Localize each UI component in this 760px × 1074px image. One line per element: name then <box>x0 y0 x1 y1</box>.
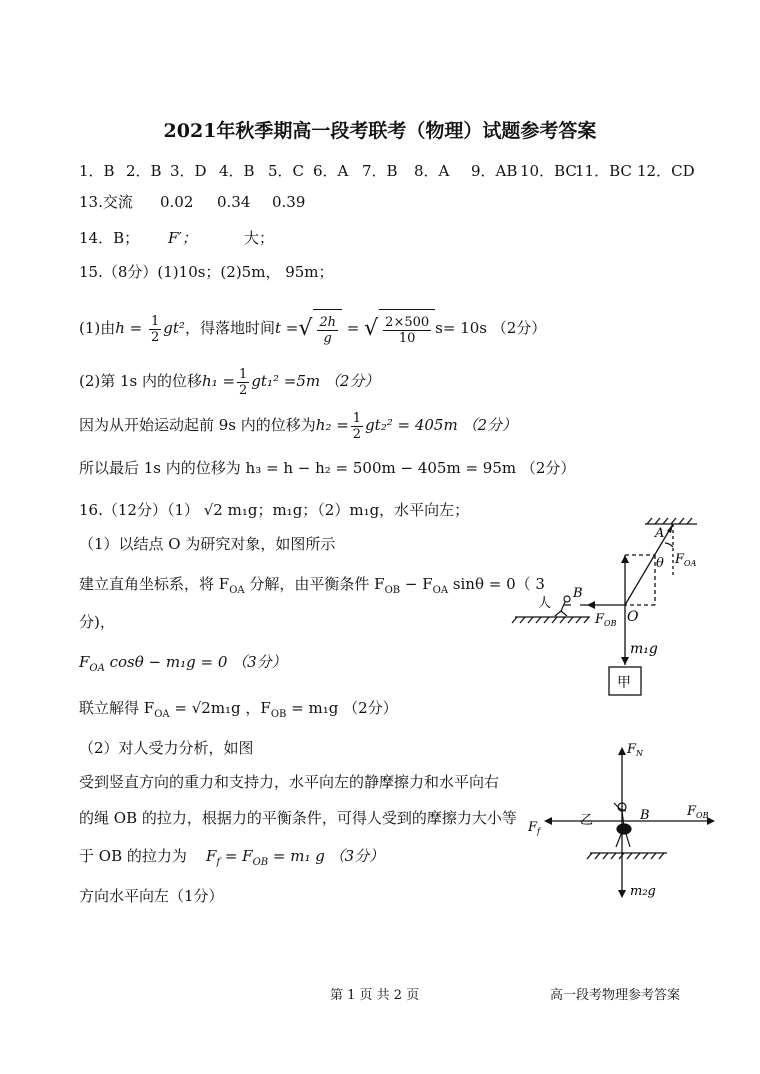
ground-hatch <box>587 853 664 859</box>
choice-letter: BC <box>554 162 577 180</box>
choice-number: 3． <box>170 162 195 180</box>
sub: OA <box>432 585 449 596</box>
q13-value-3: 0.39 <box>272 193 306 211</box>
choice-answer <box>414 160 449 181</box>
frac-num: 1 <box>151 313 160 329</box>
fraction-2x500-10 <box>383 315 431 346</box>
choice-letter: B <box>243 162 255 180</box>
q14-value-1: F′； <box>168 229 197 247</box>
sub: f <box>216 857 221 868</box>
text: = m₁g （2分） <box>286 699 398 717</box>
choice-answer <box>637 160 695 181</box>
footer-page-number: 第 1 页 共 2 页 <box>330 988 420 1003</box>
frac-num: 1 <box>352 410 362 426</box>
label-fn <box>626 742 644 758</box>
choice-letter: BC <box>609 162 632 180</box>
q15-l2-eq: h₁ = <box>202 372 236 390</box>
label-jia: 甲 <box>617 675 631 691</box>
q15-l2-pre: (2)第 1s 内的位移 <box>79 372 203 390</box>
choice-answer <box>471 160 517 181</box>
figure2-arrowheads <box>544 747 715 898</box>
label-o: O <box>627 609 639 625</box>
label-a: A <box>655 526 665 541</box>
choice-letter: A <box>337 162 349 180</box>
sqrt-sign: √ <box>364 316 379 341</box>
frac-num: 1 <box>239 366 248 382</box>
text: F <box>595 612 605 627</box>
label-fob <box>594 612 617 628</box>
fraction-half <box>237 367 249 398</box>
choice-answer <box>79 160 115 181</box>
sub: N <box>636 749 644 758</box>
q15-l3-tail: gt₂² = 405m （2分） <box>365 416 518 434</box>
sub: OA <box>229 585 245 596</box>
choice-number: 12． <box>637 162 672 180</box>
person-icon <box>555 596 571 616</box>
label-fob <box>686 804 709 820</box>
fraction-half <box>351 411 363 442</box>
rope-oa <box>625 524 673 605</box>
q16-p6: 受到竖直方向的重力和支持力，水平向左的静摩擦力和水平向右 <box>79 773 500 791</box>
text: F <box>205 847 217 865</box>
label-m2g: m₂g <box>630 884 656 899</box>
q16-header: 16.（12分）（1） √2 m₁g；m₁g；（2）m₁g，水平向左； <box>79 501 470 519</box>
q15-line-2 <box>79 362 379 400</box>
q15-line-1: (1)由h = $\frac{1}{2}$ gt²，得落地时间t =√ $\frac{2h}{g}$ = √ $\frac{2\times 500}{10}$ s= 10s （2分） <box>79 308 546 348</box>
text: F <box>687 804 697 819</box>
choice-letter: D <box>194 162 207 180</box>
choice-answer <box>219 160 255 181</box>
label-yi: 乙 <box>580 813 594 828</box>
q16-p9: 方向水平向左（1分） <box>79 887 224 905</box>
text: F <box>675 552 685 567</box>
q16-p3 <box>79 652 287 679</box>
text: = √2m₁g ，F <box>169 699 271 717</box>
q15-l1-tail: s= 10s （2分） <box>435 319 547 337</box>
text: cosθ − m₁g = 0 （3分） <box>104 653 287 671</box>
q15-header: 15.（8分）(1)10s；(2)5m， 95m； <box>79 263 334 281</box>
text: = F <box>220 847 253 865</box>
q15-line-3 <box>79 406 517 444</box>
q13-value-2: 0.34 <box>217 193 251 211</box>
choice-letter: CD <box>671 162 695 180</box>
choice-answer <box>362 160 398 181</box>
q16-p2 <box>79 574 545 601</box>
frac-den: 10 <box>398 331 416 346</box>
choice-answer <box>520 160 577 181</box>
text: 建立直角坐标系，将 F <box>79 575 230 593</box>
frac-num: 2×500 <box>385 315 430 330</box>
text: 于 OB 的拉力为 <box>79 847 187 865</box>
ceiling-hatch <box>647 518 692 524</box>
sub: OA <box>154 709 170 720</box>
q14-label: 14．B； <box>79 229 140 247</box>
label-theta: θ <box>656 556 664 571</box>
choice-answer <box>170 160 207 181</box>
choice-answer <box>313 160 348 181</box>
sub: OB <box>604 619 617 628</box>
sub: OB <box>252 857 269 868</box>
fraction-half <box>149 314 161 345</box>
footer-doc-name: 高一段考物理参考答案 <box>550 988 681 1003</box>
label-m1g: m₁g <box>630 641 658 657</box>
q16-p4 <box>79 698 398 725</box>
ground-hatch <box>512 617 589 623</box>
theta-arc <box>665 543 673 547</box>
q15-l2-tail: gt₁² =5m （2分） <box>251 372 380 390</box>
sqrt-2 <box>379 309 435 350</box>
q13-value-1: 0.02 <box>160 193 194 211</box>
choice-number: 9． <box>471 162 496 180</box>
choice-number: 1． <box>79 162 104 180</box>
q15-l1-eq1: h = <box>115 319 148 337</box>
q14-value-2: 大； <box>244 229 275 247</box>
text: − F <box>400 575 433 593</box>
figure-person-forces <box>522 735 722 910</box>
label-ff <box>527 820 542 836</box>
choice-letter: A <box>438 162 450 180</box>
q16-p5: （2）对人受力分析，如图 <box>79 739 254 757</box>
q15-l1-eq2: gt² <box>163 319 185 337</box>
choice-letter: C <box>292 162 305 180</box>
sub: f <box>537 827 540 836</box>
choice-letter: B <box>386 162 398 180</box>
text: sinθ = 0（ 3 <box>448 575 545 593</box>
text: F <box>528 820 538 835</box>
page-title: 2021年秋季期高一段考联考（物理）试题参考答案 <box>163 120 597 142</box>
text: = m₁ g （3分） <box>268 847 385 865</box>
q16-p8 <box>79 846 384 873</box>
frac-den: 2 <box>352 426 362 442</box>
choice-letter: B <box>103 162 115 180</box>
choice-number: 6． <box>313 162 338 180</box>
q15-l3-pre: 因为从开始运动起前 9s 内的位移为 <box>79 416 316 434</box>
choice-number: 10． <box>520 162 555 180</box>
text: 联立解得 F <box>79 699 155 717</box>
sub: OB <box>384 585 401 596</box>
label-foa <box>674 552 697 568</box>
text: F <box>627 742 637 757</box>
text: 分解，由平衡条件 F <box>244 575 385 593</box>
q15-l3-eq: h₂ = <box>315 416 349 434</box>
sub: OB <box>696 811 709 820</box>
frac-num: 2h <box>319 315 337 330</box>
sub: OB <box>270 709 287 720</box>
figure-knot-equilibrium <box>505 515 705 700</box>
sqrt-1 <box>313 309 342 350</box>
sqrt-sign: √ <box>298 316 313 341</box>
q16-p1: （1）以结点 O 为研究对象，如图所示 <box>79 535 336 553</box>
choice-number: 8． <box>414 162 439 180</box>
choice-letter: AB <box>495 162 518 180</box>
choice-answer <box>575 160 632 181</box>
label-b: B <box>573 586 583 601</box>
q15-l1-mid: ，得落地时间 <box>184 319 275 337</box>
fraction-2h-g <box>317 315 338 346</box>
q13-label: 13.交流 <box>79 193 133 211</box>
choice-number: 4． <box>219 162 244 180</box>
choice-number: 7． <box>362 162 387 180</box>
frac-den: g <box>323 331 332 346</box>
choice-answer <box>268 160 304 181</box>
q16-p7: 的绳 OB 的拉力，根据力的平衡条件，可得人受到的摩擦力大小等 <box>79 809 517 827</box>
choice-number: 5． <box>268 162 293 180</box>
text: F <box>79 653 90 671</box>
sub: OA <box>684 559 697 568</box>
frac-den: 2 <box>151 329 160 345</box>
choice-number: 11． <box>575 162 610 180</box>
q15-l1-pre: (1)由 <box>79 319 116 337</box>
sub: OA <box>89 663 105 674</box>
q15-l1-eq3: t = <box>274 319 299 337</box>
choice-answer <box>126 160 162 181</box>
q16-p2b: 分)， <box>79 613 115 631</box>
choice-letter: B <box>150 162 162 180</box>
label-b: B <box>640 808 650 823</box>
frac-den: 2 <box>239 382 248 398</box>
choice-number: 2． <box>126 162 151 180</box>
q15-line-4: 所以最后 1s 内的位移为 h₃ = h − h₂ = 500m − 405m = 95m （2分） <box>79 459 576 477</box>
label-ren: 人 <box>538 596 552 611</box>
